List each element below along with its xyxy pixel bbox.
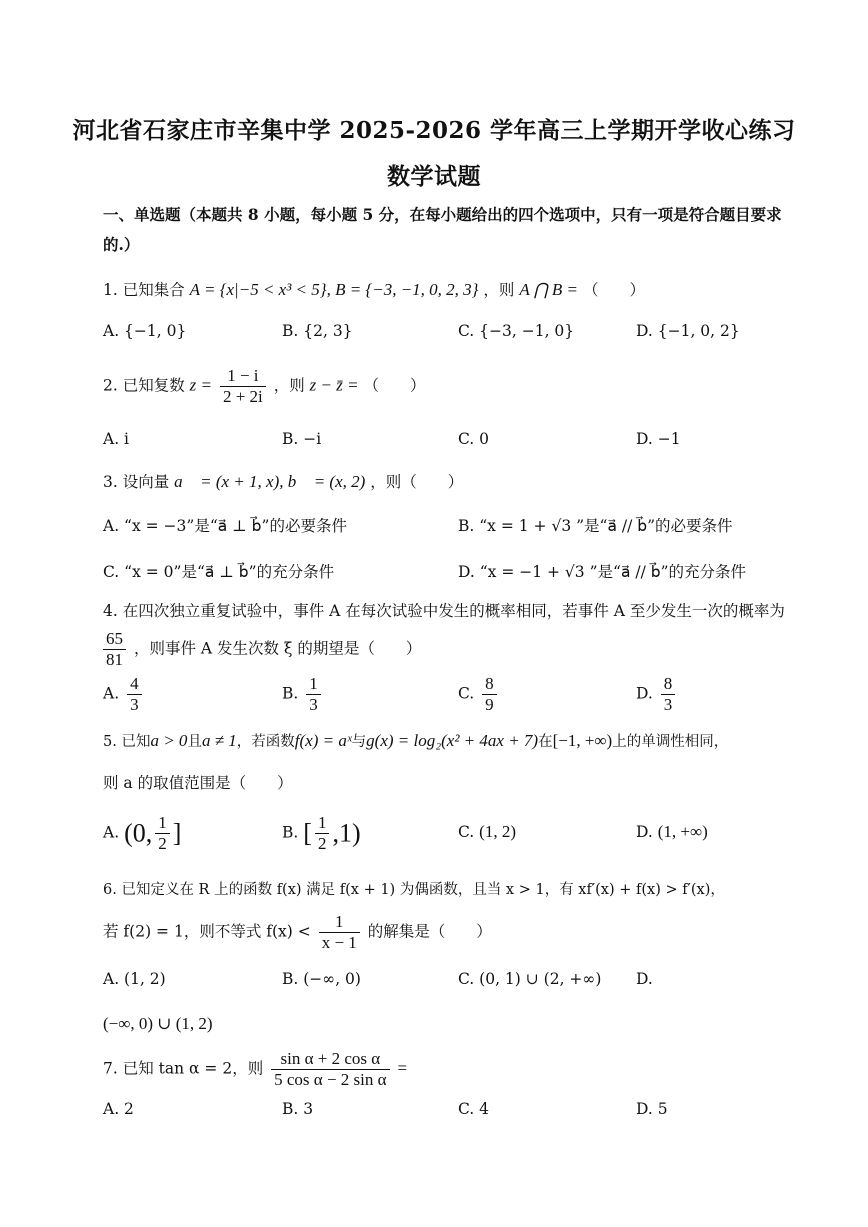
- q7-option-c[interactable]: C. 4: [458, 1100, 490, 1118]
- q3-option-c[interactable]: C. “x = 0”是“a⃗ ⊥ b⃗”的充分条件: [103, 563, 335, 581]
- q7-fraction: $\frac{\text{sin α + 2 cos α}}{\text{5 cos α − 2 sin α}}$: [271, 1049, 389, 1090]
- q2-option-a[interactable]: A. i: [103, 430, 130, 448]
- q4-option-b[interactable]: B. $\frac{1}{3}$: [282, 674, 324, 715]
- q1-option-d[interactable]: D. {−1, 0, 2}: [636, 322, 740, 340]
- q2-fraction: $\frac{1 - i}{2 + 2i}$: [220, 366, 266, 407]
- q2-option-b[interactable]: B. −i: [282, 430, 322, 448]
- q2-option-c[interactable]: C. 0: [458, 430, 490, 448]
- question-6-stem-line1: 6. 已知定义在 R 上的函数 f(x) 满足 f(x + 1) 为偶函数，且当 x > 1，有 xf′(x) + f(x) > f′(x)，: [103, 882, 725, 898]
- q6-option-d[interactable]: D.: [636, 970, 653, 988]
- q6-option-b[interactable]: B. (−∞, 0): [282, 970, 361, 988]
- question-5-stem-line2: 则 a 的取值范围是（ ）: [103, 774, 293, 792]
- q7-option-b[interactable]: B. 3: [282, 1100, 314, 1118]
- exam-subtitle: 数学试题: [387, 163, 481, 190]
- q5-option-b[interactable]: B. [ $\frac{1}{2}$ ,1): [282, 813, 361, 853]
- q7-option-d[interactable]: D. 5: [636, 1100, 668, 1118]
- question-2-stem: 2. 已知复数 z = $\frac{1 - i}{2 + 2i}$ ，则 z − z̄ = （ ）: [103, 366, 426, 406]
- q6-option-c[interactable]: C. (0, 1) ∪ (2, +∞): [458, 970, 602, 988]
- q1-option-c[interactable]: C. {−3, −1, 0}: [458, 322, 575, 340]
- q5-option-a[interactable]: A. (0, $\frac{1}{2}$ ]: [103, 813, 182, 853]
- q1-option-a[interactable]: A. {−1, 0}: [103, 322, 187, 340]
- question-3-stem: 3. 设向量 a⃗ = (x + 1, x), b⃗ = (x, 2) ，则（ ）: [103, 472, 464, 491]
- section-heading: 一、单选题（本题共 8 小题，每小题 5 分，在每小题给出的四个选项中，只有一项是符合题目要求的.）: [103, 205, 782, 254]
- q3-option-b[interactable]: B. “x = 1 + √3 ”是“a⃗ // b⃗”的必要条件: [458, 517, 733, 535]
- question-4-stem-line2: $\frac{65}{81}$ ，则事件 A 发生次数 ξ 的期望是（ ）: [100, 629, 421, 670]
- q7-option-a[interactable]: A. 2: [103, 1100, 134, 1118]
- question-4-stem-line1: 4. 在四次独立重复试验中，事件 A 在每次试验中发生的概率相同，若事件 A 至少发生一次的概率为: [103, 602, 785, 620]
- q5-option-d[interactable]: D. (1, +∞): [636, 822, 708, 841]
- q5-option-c[interactable]: C. (1, 2): [458, 822, 516, 841]
- q6-option-a[interactable]: A. (1, 2): [103, 970, 166, 988]
- q6-option-d-content[interactable]: (−∞, 0) ∪ (1, 2): [103, 1014, 213, 1033]
- q4-option-c[interactable]: C. $\frac{8}{9}$: [458, 674, 500, 715]
- q4-option-a[interactable]: A. $\frac{4}{3}$: [103, 674, 145, 715]
- q3-option-d[interactable]: D. “x = −1 + √3 ”是“a⃗ // b⃗”的充分条件: [458, 563, 746, 581]
- question-6-stem-line2: 若 f(2) = 1，则不等式 f(x) < $\frac{1}{x - 1}$ 的解集是（ ）: [103, 912, 492, 952]
- q4-option-d[interactable]: D. $\frac{8}{3}$: [636, 674, 678, 715]
- question-7-stem: 7. 已知 tan α = 2，则 $\frac{\text{sin α + 2 cos α}}{\text{5 cos α − 2 sin α}}$ =: [103, 1049, 408, 1089]
- q3-option-a[interactable]: A. “x = −3”是“a⃗ ⊥ b⃗”的必要条件: [103, 517, 347, 535]
- q4-fraction: $\frac{65}{81}$: [103, 629, 126, 670]
- question-1-stem: 1. 已知集合 A = {x|−5 < x³ < 5}, B = {−3, −1, 0, 2, 3} ，则 A ⋂ B = （ ）: [103, 280, 645, 299]
- q1-option-b[interactable]: B. {2, 3}: [282, 322, 353, 340]
- question-5-stem-line1: 5. 已知a > 0且a ≠ 1，若函数f(x) = aˣ与g(x) = log₂(x² + 4ax + 7)在[−1, +∞)上的单调性相同，: [103, 731, 729, 750]
- q6-fraction: $\frac{1}{x - 1}$: [319, 912, 360, 953]
- q2-option-d[interactable]: D. −1: [636, 430, 681, 448]
- exam-title: 河北省石家庄市辛集中学 2025-2026 学年高三上学期开学收心练习: [72, 117, 796, 144]
